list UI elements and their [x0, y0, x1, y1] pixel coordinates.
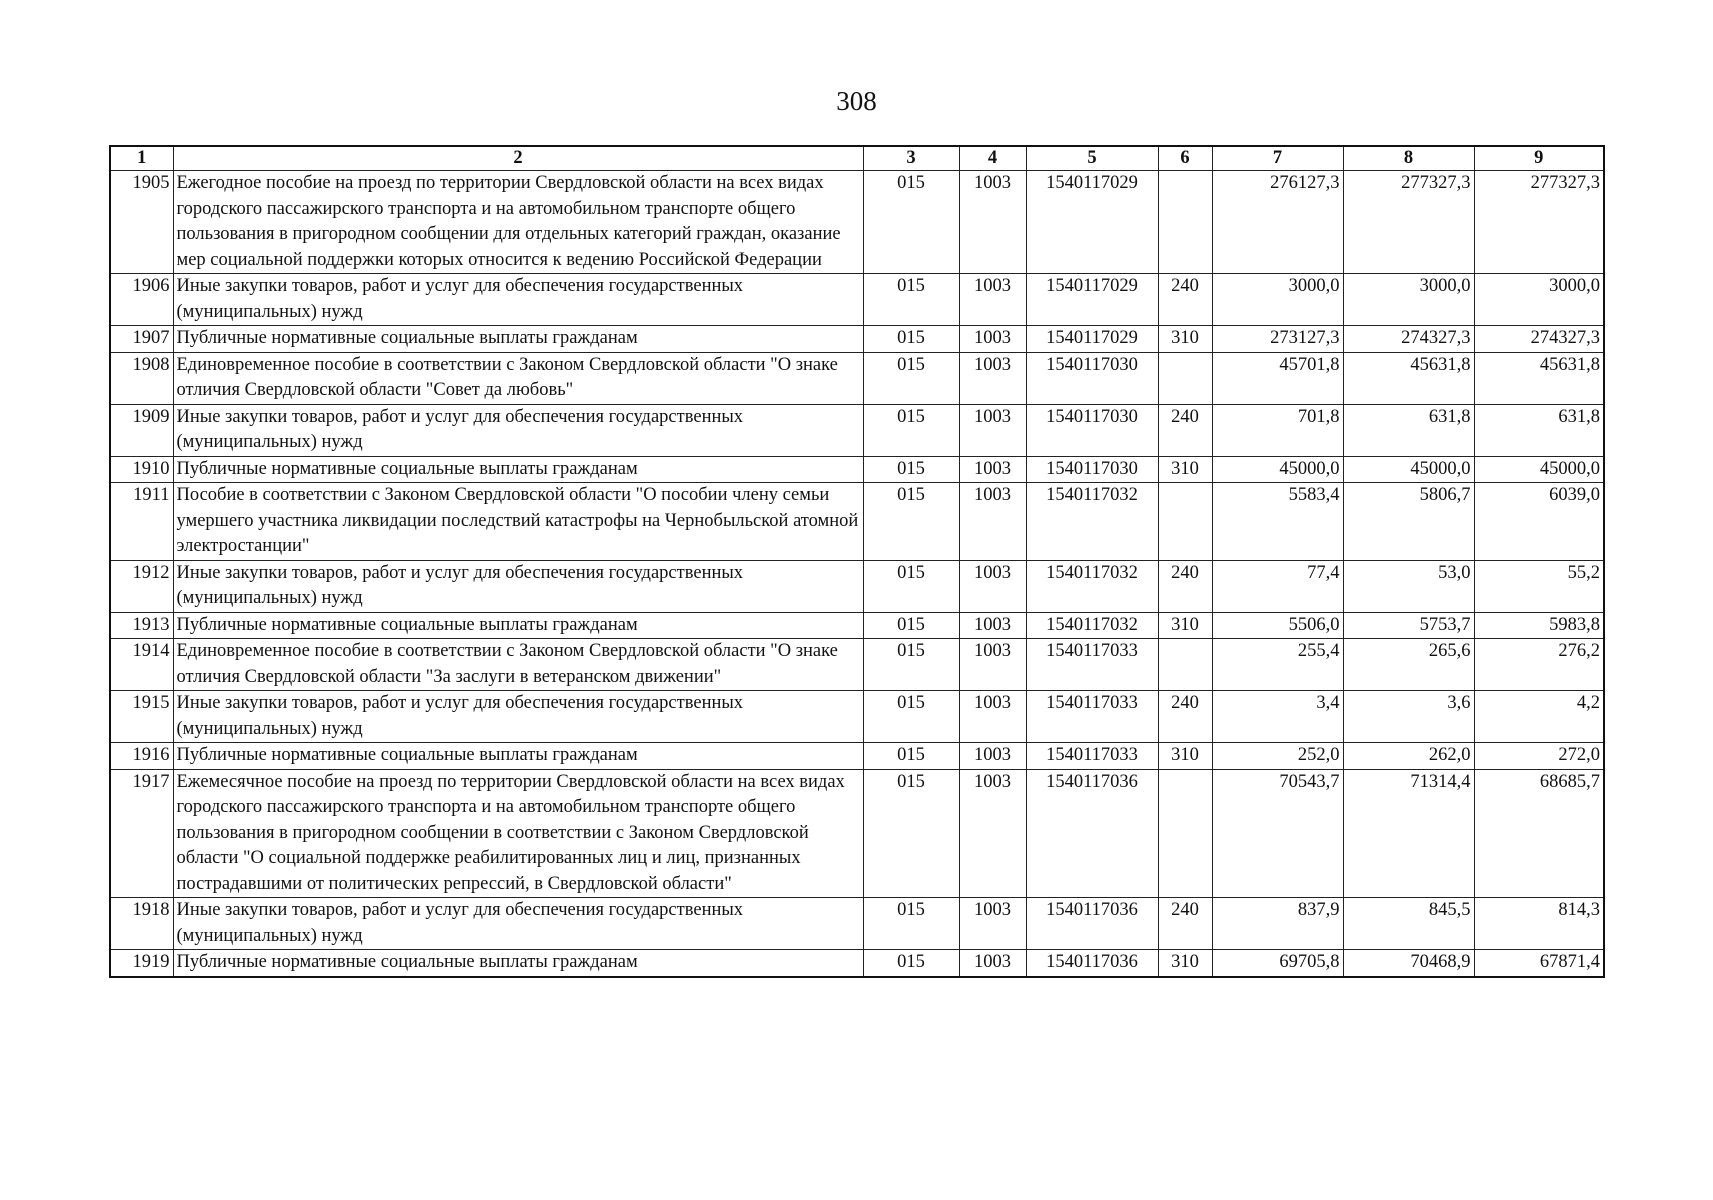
ministry-code: 015	[863, 612, 959, 639]
target-article-code: 1540117029	[1026, 171, 1158, 274]
amount-year-2: 45000,0	[1343, 456, 1474, 483]
table-row	[110, 274, 1604, 326]
amount-year-2: 274327,3	[1343, 326, 1474, 353]
amount-year-2: 631,8	[1343, 404, 1474, 456]
section-code: 1003	[959, 639, 1026, 691]
amount-year-3: 67871,4	[1474, 950, 1604, 977]
row-number: 1915	[110, 691, 173, 743]
ministry-code: 015	[863, 171, 959, 274]
section-code: 1003	[959, 612, 1026, 639]
budget-table	[109, 145, 1605, 978]
amount-year-2: 70468,9	[1343, 950, 1474, 977]
expense-type-code	[1158, 171, 1212, 274]
amount-year-3: 274327,3	[1474, 326, 1604, 353]
table-row	[110, 352, 1604, 404]
section-code: 1003	[959, 769, 1026, 898]
amount-year-3: 5983,8	[1474, 612, 1604, 639]
section-code: 1003	[959, 898, 1026, 950]
amount-year-2: 5806,7	[1343, 483, 1474, 561]
amount-year-1: 69705,8	[1212, 950, 1343, 977]
row-number: 1914	[110, 639, 173, 691]
amount-year-1: 3,4	[1212, 691, 1343, 743]
row-description: Иные закупки товаров, работ и услуг для обеспечения государственных (муниципальных) нужд	[173, 560, 863, 612]
row-description: Ежемесячное пособие на проезд по территории Свердловской области на всех видах городского пассажирского транспорта и на автомобильном транспорте общего пользования в пригородном сообщении в соответствии с Законом Свердловской области "О социальной поддержке реабилитированных лиц и лиц, признанных пострадавшими от политических репрессий, в Свердловской области"	[173, 769, 863, 898]
amount-year-3: 631,8	[1474, 404, 1604, 456]
row-description: Пособие в соответствии с Законом Свердловской области "О пособии члену семьи умершего участника ликвидации последствий катастрофы на Чернобыльской атомной электростанции"	[173, 483, 863, 561]
header-row	[110, 146, 1604, 171]
section-code: 1003	[959, 560, 1026, 612]
amount-year-3: 3000,0	[1474, 274, 1604, 326]
target-article-code: 1540117033	[1026, 743, 1158, 770]
section-code: 1003	[959, 950, 1026, 977]
ministry-code: 015	[863, 950, 959, 977]
row-description: Публичные нормативные социальные выплаты гражданам	[173, 743, 863, 770]
amount-year-2: 845,5	[1343, 898, 1474, 950]
amount-year-3: 814,3	[1474, 898, 1604, 950]
ministry-code: 015	[863, 483, 959, 561]
expense-type-code: 240	[1158, 560, 1212, 612]
column-header: 1	[110, 146, 173, 171]
expense-type-code: 240	[1158, 898, 1212, 950]
expense-type-code: 240	[1158, 274, 1212, 326]
row-number: 1907	[110, 326, 173, 353]
ministry-code: 015	[863, 456, 959, 483]
amount-year-1: 5506,0	[1212, 612, 1343, 639]
target-article-code: 1540117029	[1026, 326, 1158, 353]
expense-type-code	[1158, 483, 1212, 561]
expense-type-code: 310	[1158, 456, 1212, 483]
amount-year-1: 45000,0	[1212, 456, 1343, 483]
row-number: 1913	[110, 612, 173, 639]
amount-year-1: 5583,4	[1212, 483, 1343, 561]
column-header: 2	[173, 146, 863, 171]
expense-type-code: 310	[1158, 743, 1212, 770]
row-description: Публичные нормативные социальные выплаты гражданам	[173, 326, 863, 353]
target-article-code: 1540117033	[1026, 639, 1158, 691]
expense-type-code	[1158, 769, 1212, 898]
amount-year-3: 45631,8	[1474, 352, 1604, 404]
ministry-code: 015	[863, 274, 959, 326]
row-description: Иные закупки товаров, работ и услуг для обеспечения государственных (муниципальных) нужд	[173, 691, 863, 743]
ministry-code: 015	[863, 898, 959, 950]
ministry-code: 015	[863, 352, 959, 404]
ministry-code: 015	[863, 743, 959, 770]
amount-year-3: 4,2	[1474, 691, 1604, 743]
row-number: 1919	[110, 950, 173, 977]
table-row	[110, 404, 1604, 456]
expense-type-code: 310	[1158, 326, 1212, 353]
target-article-code: 1540117032	[1026, 560, 1158, 612]
target-article-code: 1540117036	[1026, 769, 1158, 898]
row-description: Ежегодное пособие на проезд по территории Свердловской области на всех видах городского пассажирского транспорта и на автомобильном транспорте общего пользования в пригородном сообщении для отдельных категорий граждан, оказание мер социальной поддержки которых относится к ведению Российской Федерации	[173, 171, 863, 274]
amount-year-2: 265,6	[1343, 639, 1474, 691]
amount-year-2: 45631,8	[1343, 352, 1474, 404]
amount-year-2: 5753,7	[1343, 612, 1474, 639]
row-description: Иные закупки товаров, работ и услуг для обеспечения государственных (муниципальных) нужд	[173, 274, 863, 326]
section-code: 1003	[959, 352, 1026, 404]
target-article-code: 1540117030	[1026, 352, 1158, 404]
table-row	[110, 560, 1604, 612]
amount-year-2: 3000,0	[1343, 274, 1474, 326]
row-number: 1908	[110, 352, 173, 404]
amount-year-1: 77,4	[1212, 560, 1343, 612]
section-code: 1003	[959, 743, 1026, 770]
amount-year-3: 55,2	[1474, 560, 1604, 612]
amount-year-3: 277327,3	[1474, 171, 1604, 274]
table-row	[110, 456, 1604, 483]
target-article-code: 1540117036	[1026, 950, 1158, 977]
amount-year-1: 70543,7	[1212, 769, 1343, 898]
expense-type-code	[1158, 352, 1212, 404]
table-row	[110, 326, 1604, 353]
section-code: 1003	[959, 326, 1026, 353]
row-description: Единовременное пособие в соответствии с Законом Свердловской области "О знаке отличия Свердловской области "За заслуги в ветеранском движении"	[173, 639, 863, 691]
column-header: 9	[1474, 146, 1604, 171]
row-description: Публичные нормативные социальные выплаты гражданам	[173, 612, 863, 639]
ministry-code: 015	[863, 769, 959, 898]
section-code: 1003	[959, 456, 1026, 483]
table-row	[110, 639, 1604, 691]
amount-year-2: 277327,3	[1343, 171, 1474, 274]
amount-year-3: 6039,0	[1474, 483, 1604, 561]
amount-year-1: 276127,3	[1212, 171, 1343, 274]
row-number: 1916	[110, 743, 173, 770]
row-number: 1917	[110, 769, 173, 898]
target-article-code: 1540117030	[1026, 404, 1158, 456]
section-code: 1003	[959, 691, 1026, 743]
column-header: 5	[1026, 146, 1158, 171]
column-header: 7	[1212, 146, 1343, 171]
row-number: 1906	[110, 274, 173, 326]
column-header: 8	[1343, 146, 1474, 171]
table-row	[110, 171, 1604, 274]
amount-year-1: 701,8	[1212, 404, 1343, 456]
row-number: 1912	[110, 560, 173, 612]
amount-year-3: 272,0	[1474, 743, 1604, 770]
target-article-code: 1540117033	[1026, 691, 1158, 743]
table-row	[110, 612, 1604, 639]
section-code: 1003	[959, 171, 1026, 274]
row-number: 1905	[110, 171, 173, 274]
row-number: 1918	[110, 898, 173, 950]
expense-type-code: 240	[1158, 691, 1212, 743]
amount-year-1: 252,0	[1212, 743, 1343, 770]
row-number: 1911	[110, 483, 173, 561]
amount-year-2: 71314,4	[1343, 769, 1474, 898]
ministry-code: 015	[863, 326, 959, 353]
expense-type-code	[1158, 639, 1212, 691]
target-article-code: 1540117029	[1026, 274, 1158, 326]
amount-year-3: 68685,7	[1474, 769, 1604, 898]
table-row	[110, 483, 1604, 561]
section-code: 1003	[959, 404, 1026, 456]
table-row	[110, 743, 1604, 770]
amount-year-1: 255,4	[1212, 639, 1343, 691]
section-code: 1003	[959, 274, 1026, 326]
table-body	[110, 171, 1604, 977]
amount-year-2: 3,6	[1343, 691, 1474, 743]
row-number: 1910	[110, 456, 173, 483]
ministry-code: 015	[863, 404, 959, 456]
amount-year-1: 3000,0	[1212, 274, 1343, 326]
target-article-code: 1540117032	[1026, 612, 1158, 639]
column-header: 6	[1158, 146, 1212, 171]
expense-type-code: 310	[1158, 950, 1212, 977]
table-row	[110, 691, 1604, 743]
column-header: 4	[959, 146, 1026, 171]
amount-year-1: 273127,3	[1212, 326, 1343, 353]
table-row	[110, 769, 1604, 898]
row-description: Иные закупки товаров, работ и услуг для обеспечения государственных (муниципальных) нужд	[173, 898, 863, 950]
amount-year-1: 837,9	[1212, 898, 1343, 950]
table-row	[110, 950, 1604, 977]
row-description: Иные закупки товаров, работ и услуг для обеспечения государственных (муниципальных) нужд	[173, 404, 863, 456]
amount-year-3: 276,2	[1474, 639, 1604, 691]
page-number: 308	[836, 86, 877, 116]
ministry-code: 015	[863, 691, 959, 743]
target-article-code: 1540117036	[1026, 898, 1158, 950]
table-row	[110, 898, 1604, 950]
column-header: 3	[863, 146, 959, 171]
ministry-code: 015	[863, 639, 959, 691]
amount-year-2: 262,0	[1343, 743, 1474, 770]
amount-year-1: 45701,8	[1212, 352, 1343, 404]
row-number: 1909	[110, 404, 173, 456]
ministry-code: 015	[863, 560, 959, 612]
amount-year-2: 53,0	[1343, 560, 1474, 612]
row-description: Единовременное пособие в соответствии с Законом Свердловской области "О знаке отличия Свердловской области "Совет да любовь"	[173, 352, 863, 404]
expense-type-code: 310	[1158, 612, 1212, 639]
row-description: Публичные нормативные социальные выплаты гражданам	[173, 456, 863, 483]
amount-year-3: 45000,0	[1474, 456, 1604, 483]
expense-type-code: 240	[1158, 404, 1212, 456]
target-article-code: 1540117030	[1026, 456, 1158, 483]
section-code: 1003	[959, 483, 1026, 561]
target-article-code: 1540117032	[1026, 483, 1158, 561]
row-description: Публичные нормативные социальные выплаты гражданам	[173, 950, 863, 977]
